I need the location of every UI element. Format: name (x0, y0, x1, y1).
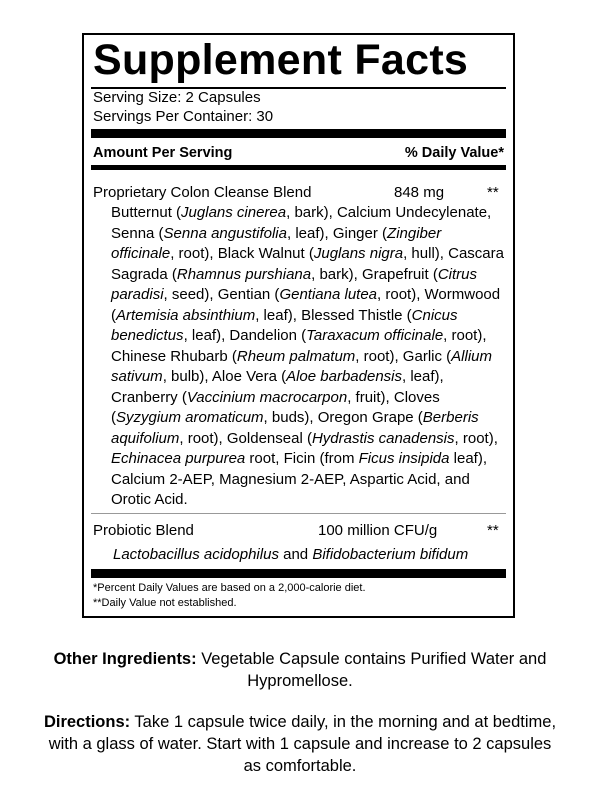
column-header (93, 144, 504, 162)
ingredient-text: root, Ficin (from (245, 450, 359, 467)
ingredient-latin-name: Aloe barbadensis (286, 368, 403, 385)
ingredient-latin-name: Rhamnus purshiana (176, 265, 312, 283)
ingredient-text: , bark), Calcium Undecylenate, Senna ( (111, 204, 492, 242)
ingredient-text: , buds), Oregon Grape ( (263, 409, 423, 426)
row-divider (91, 513, 506, 514)
footnote-percent-dv: *Percent Daily Values are based on a 2,000-calorie diet. (93, 582, 366, 594)
ingredient-text: , seed), Gentian ( (163, 286, 280, 303)
ingredient-text: , leaf), Dandelion ( (183, 327, 307, 344)
ingredient-latin-name: Gentiana lutea (279, 286, 378, 303)
ingredient-latin-name: Hydrastis canadensis (311, 429, 455, 447)
servings-per-container: Servings Per Container: 30 (93, 108, 274, 125)
ingredient-text: , root), Wormwood ( (111, 286, 501, 324)
ingredient-latin-name: Allium sativum (111, 347, 492, 385)
ingredient-text: , hull), Cascara Sagrada ( (111, 245, 504, 283)
ingredient-latin-name: Senna angustifolia (163, 224, 287, 242)
thick-rule-middle (91, 165, 506, 170)
ingredient-list (111, 203, 508, 511)
ingredient-latin-name: Juglans nigra (313, 245, 404, 262)
row-amount-colon-cleanse: 848 mg (394, 184, 445, 201)
other-ingredients (40, 648, 560, 692)
ingredient-latin-name: Rheum palmatum (236, 347, 356, 365)
strain-conjunction: and (278, 546, 313, 563)
ingredient-text: Butternut ( (111, 204, 182, 221)
amount-per-serving-label: Amount Per Serving (93, 145, 233, 161)
thick-rule-bottom (91, 569, 506, 578)
row-dv-probiotic: ** (487, 522, 499, 539)
other-ingredients-text: Vegetable Capsule contains Purified Water and Hypromellose. (196, 650, 547, 690)
ingredient-text: , root), Garlic ( (355, 347, 452, 365)
ingredient-latin-name: Juglans cinerea (181, 204, 287, 221)
ingredient-latin-name: Echinacea purpurea (111, 450, 246, 467)
row-dv-colon-cleanse: ** (487, 184, 499, 201)
daily-value-label: % Daily Value* (404, 145, 504, 161)
directions-text: Take 1 capsule twice daily, in the morning and at bedtime, with a glass of water. Start with 1 capsule and increase to 2 capsules as comfortable. (48, 713, 557, 775)
ingredient-latin-name: Artemisia absinthium (116, 306, 256, 324)
ingredient-latin-name: Citrus paradisi (111, 265, 477, 303)
serving-size: Serving Size: 2 Capsules (93, 89, 261, 106)
other-ingredients-label: Other Ingredients: (53, 650, 197, 668)
row-name-colon-cleanse: Proprietary Colon Cleanse Blend (93, 184, 312, 201)
panel-title: Supplement Facts (93, 36, 469, 84)
ingredient-latin-name: Berberis aquifolium (111, 409, 479, 447)
supplement-facts-panel (82, 33, 515, 618)
ingredient-latin-name: Vaccinium macrocarpon (186, 388, 348, 406)
ingredient-text: leaf), Calcium 2-AEP, Magnesium 2-AEP, Aspartic Acid, and Orotic Acid. (111, 450, 488, 508)
directions (40, 711, 560, 777)
ingredient-latin-name: Zingiber officinale (111, 224, 442, 262)
ingredient-latin-name: Syzygium aromaticum (116, 409, 264, 426)
strain-acidophilus: Lactobacillus acidophilus (113, 546, 279, 563)
probiotic-strains (113, 545, 468, 564)
directions-label: Directions: (43, 713, 131, 731)
row-name-probiotic: Probiotic Blend (93, 522, 194, 539)
ingredient-text: , bark), Grapefruit ( (311, 265, 438, 283)
strain-bifidum: Bifidobacterium bifidum (312, 546, 469, 563)
footnote-dv-not-established: **Daily Value not established. (93, 597, 237, 609)
ingredient-text: , root), (454, 429, 498, 447)
ingredient-text: , fruit), Cloves ( (111, 388, 440, 426)
ingredient-text: , leaf), Blessed Thistle ( (255, 306, 412, 324)
ingredient-text: , leaf), Ginger ( (286, 224, 388, 242)
thick-rule-top (91, 129, 506, 138)
ingredient-text: , bulb), Aloe Vera ( (162, 368, 287, 385)
ingredient-text: , root), Goldenseal ( (179, 429, 312, 447)
ingredient-latin-name: Cnicus benedictus (111, 306, 458, 344)
ingredient-text: , root), Black Walnut ( (170, 245, 314, 262)
row-amount-probiotic: 100 million CFU/g (318, 522, 438, 539)
ingredient-text: , leaf), Cranberry ( (111, 368, 444, 406)
ingredient-latin-name: Taraxacum officinale (306, 327, 444, 344)
ingredient-text: , root), Chinese Rhubarb ( (111, 327, 487, 365)
ingredient-latin-name: Ficus insipida (358, 450, 450, 467)
